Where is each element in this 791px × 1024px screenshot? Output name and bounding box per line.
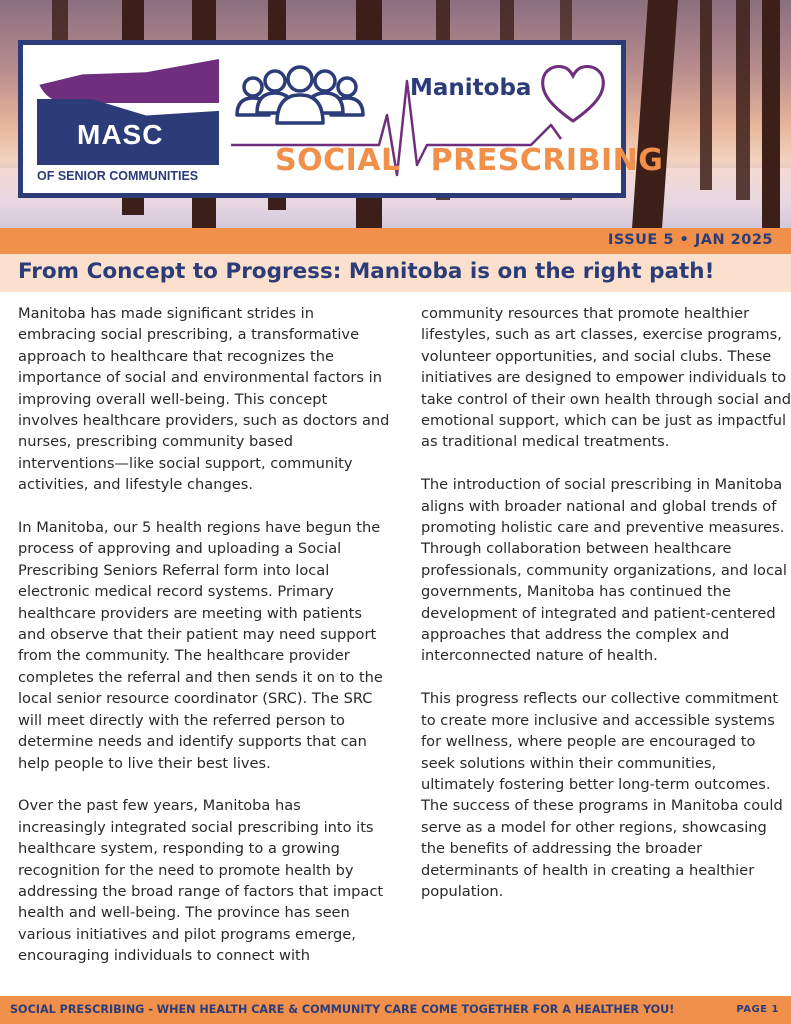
tree-trunk bbox=[700, 0, 712, 190]
heart-icon bbox=[537, 61, 609, 127]
article-headline: From Concept to Progress: Manitoba is on the right path! bbox=[18, 259, 715, 284]
paragraph: The introduction of social prescribing in Manitoba aligns with broader national and global trends of promoting holistic care and preventive measures. Through collaboration between healthcare professionals, community organizations, and local governments, Manitoba has continued the development of integrated and patient-centered approaches that address the complex and interconnected nature of health. bbox=[421, 476, 787, 665]
page-number: PAGE 1 bbox=[736, 1004, 779, 1015]
footer-bar bbox=[0, 996, 791, 1024]
issue-bar bbox=[0, 228, 791, 254]
footer-tagline: SOCIAL PRESCRIBING - WHEN HEALTH CARE & COMMUNITY CARE COME TOGETHER FOR A HEALTHER YOU! bbox=[10, 1003, 675, 1016]
issue-label: ISSUE 5 • JAN 2025 bbox=[608, 232, 773, 248]
program-title-part2: PRESCRIBING bbox=[430, 143, 664, 178]
program-title bbox=[275, 143, 663, 178]
logo-hand-shape bbox=[37, 59, 219, 103]
logo-org-name-line2: OF SENIOR COMMUNITIES bbox=[37, 169, 199, 183]
tree-trunk bbox=[736, 0, 750, 200]
program-title-part1: SOCIAL bbox=[275, 143, 401, 178]
paragraph: community resources that promote healthier lifestyles, such as art classes, exercise programs, volunteer opportunities, and social clubs. These initiatives are designed to empower individuals to take control of their own health through social and emotional support, which can be just as impactful as traditional medical treatments. bbox=[421, 305, 791, 451]
header-banner-photo bbox=[0, 0, 791, 228]
paragraph: In Manitoba, our 5 health regions have begun the process of approving and uploading a Social Prescribing Seniors Referral form into local electronic medical record systems. Primary healthcare providers are meeting with patients and observe that their patient may need support from the community. The healthcare provider completes the referral and then sends it on to the local senior resource coordinator (SRC). The SRC will meet directly with the referred person to determine needs and identify supports that can help people to live their best lives. bbox=[18, 519, 383, 772]
paragraph: This progress reflects our collective commitment to create more inclusive and accessible systems for wellness, where people are encouraged to seek solutions within their communities, ultimately fostering better long-term outcomes. The success of these programs in Manitoba could serve as a model for other regions, showcasing the benefits of addressing the broader determinants of health in creating a healthier population. bbox=[421, 690, 783, 900]
logo-org-name-line1: MANITOBA ASSOCIATION bbox=[37, 153, 193, 167]
masc-logo bbox=[37, 59, 223, 189]
program-region-label: Manitoba bbox=[410, 75, 532, 101]
paragraph: Over the past few years, Manitoba has increasingly integrated social prescribing into its healthcare system, responding to a growing recognition for the need to promote health by addressing the broad range of factors that impact health and well-being. The province has seen various initiatives and pilot programs emerge, encouraging individuals to connect with bbox=[18, 797, 384, 965]
tree-trunk bbox=[762, 0, 780, 228]
paragraph: Manitoba has made significant strides in embracing social prescribing, a transformative approach to healthcare that recognizes the importance of social and environmental factors in improving overall well-being. This concept involves healthcare providers, such as doctors and nurses, prescribing community based interventions—like social support, community activities, and lifestyle changes. bbox=[18, 305, 390, 494]
left-column bbox=[18, 303, 390, 967]
logo-acronym: MASC bbox=[77, 119, 164, 150]
masthead-box bbox=[18, 40, 664, 198]
right-column bbox=[421, 303, 791, 902]
headline-bar bbox=[0, 254, 791, 292]
